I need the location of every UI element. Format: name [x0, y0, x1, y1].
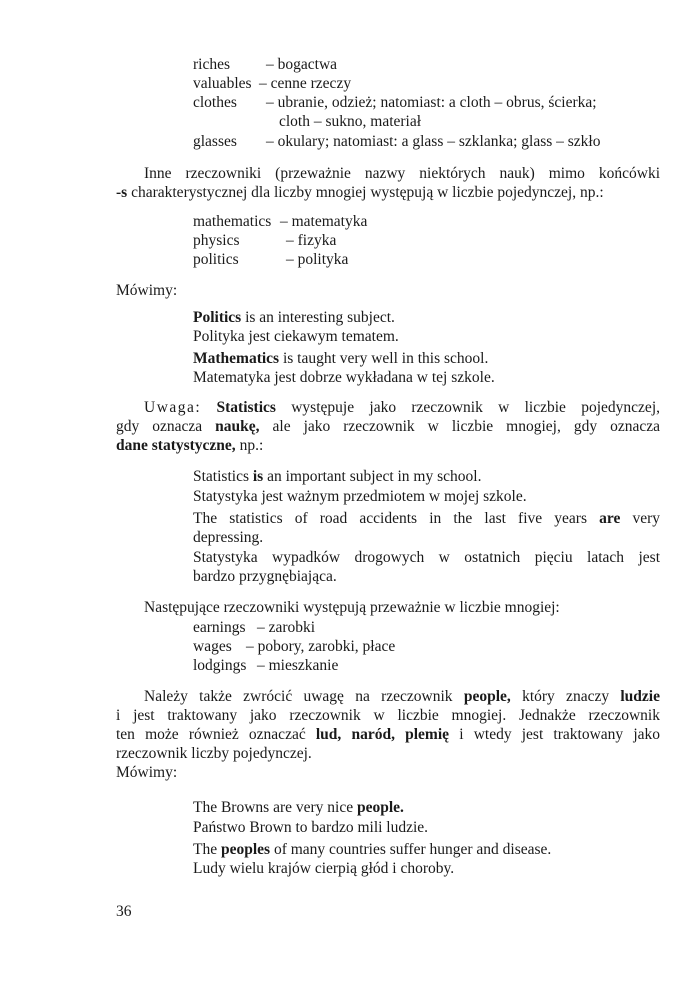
example-sentence: Ludy wielu krajów cierpią głód i choroby.	[193, 860, 455, 877]
vocab-list-2: mathematics – matematyka physics – fizyka politics – polityka	[193, 213, 368, 268]
vocab-list-1: riches – bogactwa valuables – cenne rzeczy clothes – ubranie, odzież; natomiast: a cloth – obrus, ścierka; cloth – sukno, materiał glasses – okulary; natomiast: a glass – szklanka; glass – szkło	[193, 56, 601, 150]
example-sentence: Politics is an interesting subject.	[193, 309, 395, 326]
example-sentence: Statystyka jest ważnym przedmiotem w mojej szkole.	[193, 488, 527, 505]
example-sentence: Polityka jest ciekawym tematem.	[193, 328, 399, 345]
example-sentence: Statystyka wypadków drogowych w ostatnich pięciu latach jest bardzo przygnębiająca.	[193, 549, 660, 585]
example-sentence: Państwo Brown to bardzo mili ludzie.	[193, 819, 429, 836]
note-label: Uwaga:	[144, 399, 202, 416]
paragraph-1: Inne rzeczowniki (przeważnie nazwy niektórych nauk) mimo końcówki -s charakterystycznej dla liczby mnogiej występują w liczbie pojedynczej, np.:	[116, 165, 660, 201]
vocab-list-3: earnings – zarobki wages – pobory, zarobki, płace lodgings – mieszkanie	[193, 619, 396, 674]
mowimy-label-1: Mówimy:	[116, 282, 178, 299]
mowimy-label-2: Mówimy:	[116, 764, 178, 781]
example-sentence: The statistics of road accidents in the last five years are very depressing.	[193, 510, 661, 546]
paragraph-2: Następujące rzeczowniki występują przeważnie w liczbie mnogiej:	[144, 599, 560, 616]
page-number: 36	[116, 903, 132, 920]
example-sentence: The Browns are very nice people.	[193, 799, 404, 816]
example-sentence: The peoples of many countries suffer hunger and disease.	[193, 841, 552, 858]
paragraph-3: Należy także zwrócić uwagę na rzeczownik people, który znaczy ludzie i jest traktowany jako rzeczownik w liczbie mnogiej. Jednakże rzeczownik ten może również oznaczać lud, naród, plemię i wtedy jest traktowany jako rzeczownik liczby pojedynczej.	[116, 688, 661, 762]
note-paragraph: Uwaga: Statistics występuje jako rzeczownik w liczbie pojedynczej, gdy oznacza naukę, ale jako rzeczownik w liczbie mnogiej, gdy oznacza dane statystyczne, np.:	[116, 399, 660, 454]
example-sentence: Matematyka jest dobrze wykładana w tej szkole.	[193, 369, 495, 386]
example-sentence: Mathematics is taught very well in this school.	[193, 350, 489, 367]
example-sentence: Statistics is an important subject in my school.	[193, 468, 482, 485]
